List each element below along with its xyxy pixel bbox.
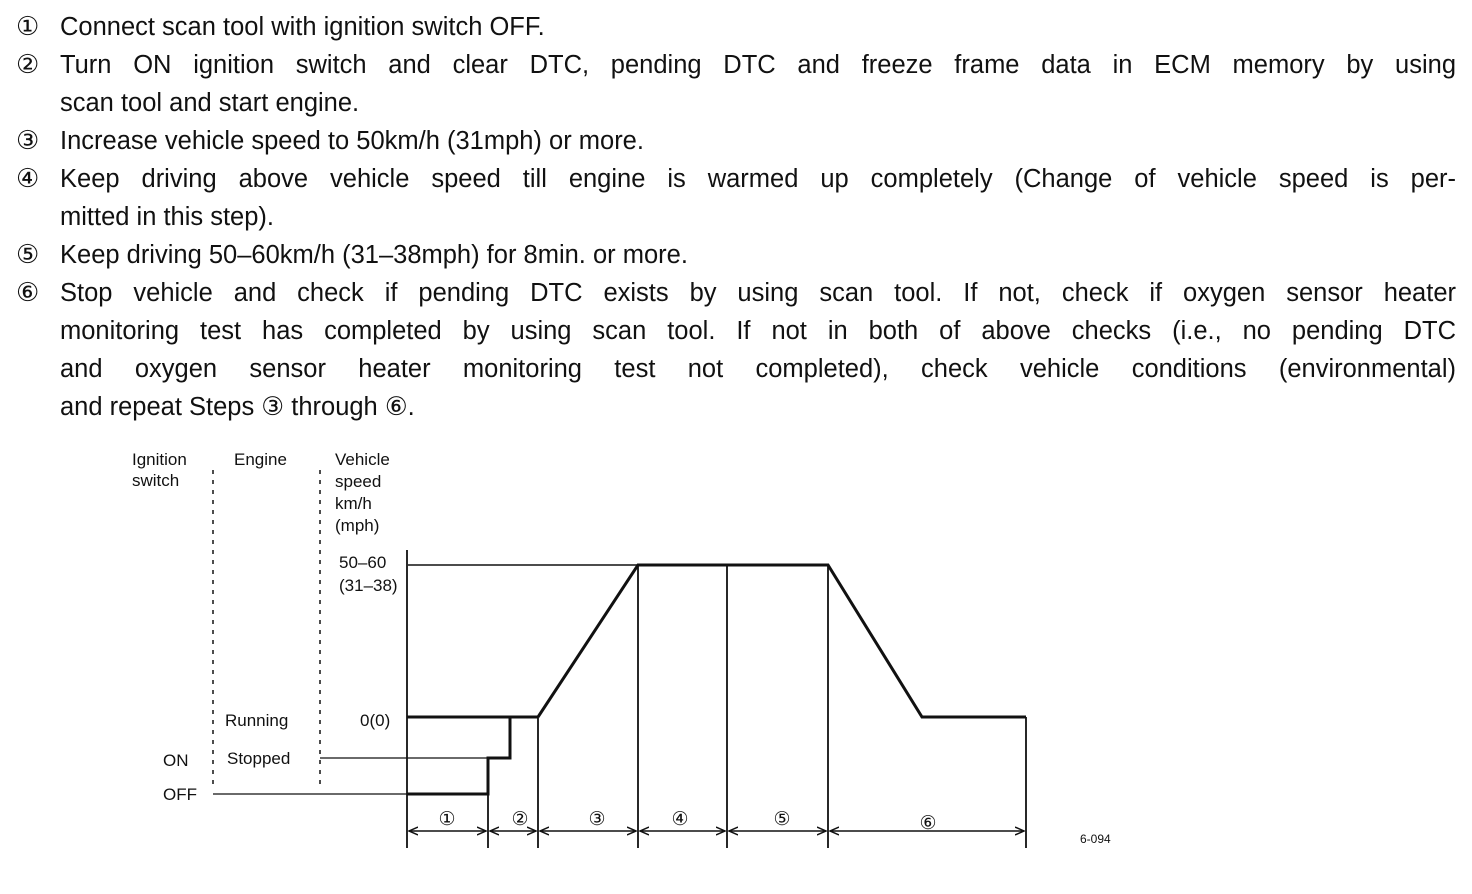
step-text: and oxygen sensor heater monitoring test not completed), check vehicle conditions (environmental) xyxy=(60,355,1456,383)
step-number: ⑤ xyxy=(16,240,40,270)
step-text: and repeat Steps ③ through ⑥. xyxy=(60,393,415,421)
step-text: Turn ON ignition switch and clear DTC, pending DTC and freeze frame data in ECM memory by using xyxy=(60,51,1456,79)
speed-header-line1: Vehicle xyxy=(335,450,390,469)
engine-header: Engine xyxy=(234,450,287,469)
step-text: Stop vehicle and check if pending DTC exists by using scan tool. If not, check if oxygen sensor heater xyxy=(60,279,1456,307)
off-label: OFF xyxy=(163,785,197,804)
ignition-switch-trace xyxy=(407,717,510,794)
step-number: ③ xyxy=(16,126,40,156)
running-label: Running xyxy=(225,711,289,730)
speed-high-label-line2: (31–38) xyxy=(339,576,398,595)
step-text: Keep driving above vehicle speed till engine is warmed up completely (Change of vehicle speed is per- xyxy=(60,165,1456,193)
step-text: Keep driving 50–60km/h (31–38mph) for 8min. or more. xyxy=(60,241,688,269)
step-number: ④ xyxy=(16,164,40,194)
step-text: monitoring test has completed by using scan tool. If not in both of above checks (i.e., no pending DTC xyxy=(60,317,1456,345)
step-number: ② xyxy=(16,50,40,80)
phase-label-5: ⑤ xyxy=(773,808,791,830)
step-text: Increase vehicle speed to 50km/h (31mph) or more. xyxy=(60,127,644,155)
step-text: mitted in this step). xyxy=(60,203,274,231)
speed-high-label-line1: 50–60 xyxy=(339,553,387,572)
ignition-header-line1: Ignition xyxy=(132,450,187,469)
phase-label-3: ③ xyxy=(588,808,606,830)
figure-id: 6-094 xyxy=(1080,832,1111,846)
phase-label-1: ① xyxy=(438,808,456,830)
speed-header-line2: speed xyxy=(335,472,382,491)
step-text: Connect scan tool with ignition switch OFF. xyxy=(60,13,545,41)
phase-label-4: ④ xyxy=(671,808,689,830)
speed-header-line3: km/h xyxy=(335,494,372,513)
phase-label-6: ⑥ xyxy=(919,812,937,834)
on-label: ON xyxy=(163,751,189,770)
step-number: ① xyxy=(16,12,40,42)
speed-header-line4: (mph) xyxy=(335,516,380,535)
step-text: scan tool and start engine. xyxy=(60,89,360,117)
step-number: ⑥ xyxy=(16,278,40,308)
ignition-header-line2: switch xyxy=(132,471,180,490)
stopped-label: Stopped xyxy=(227,749,291,768)
phase-label-2: ② xyxy=(511,808,529,830)
speed-zero-label: 0(0) xyxy=(360,711,391,730)
vehicle-speed-trace xyxy=(538,565,1026,717)
